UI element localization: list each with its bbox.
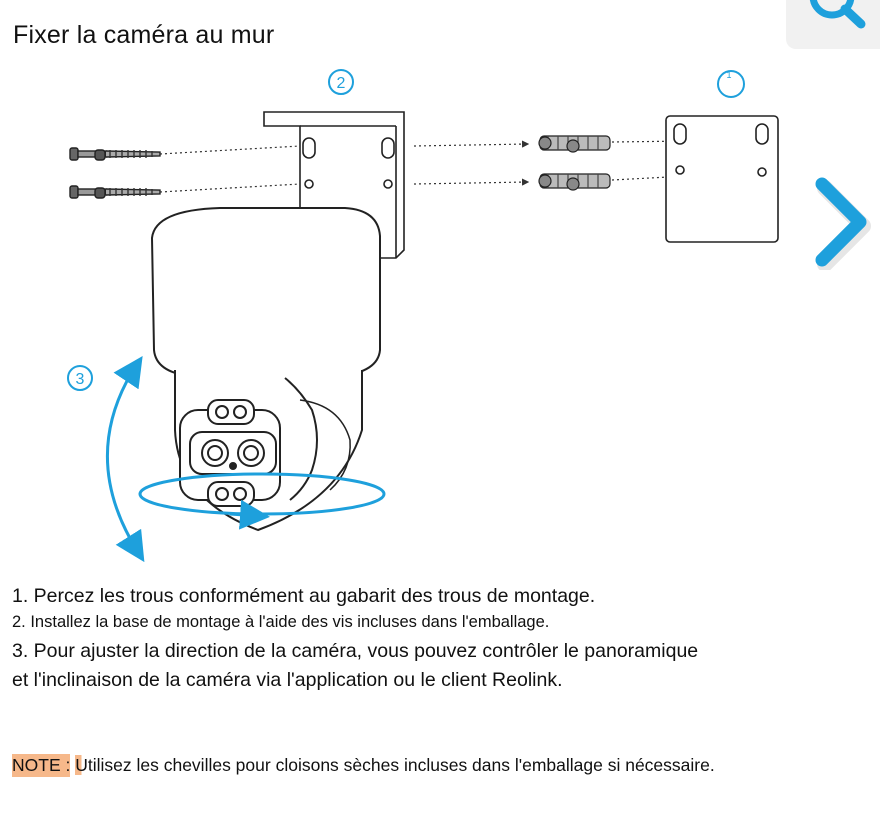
ptz-camera	[152, 208, 380, 530]
search-button[interactable]	[786, 0, 880, 49]
note-label: NOTE :	[12, 755, 71, 775]
svg-text:1: 1	[726, 70, 732, 80]
note-first-letter: U	[75, 755, 88, 775]
screw-top	[70, 148, 160, 160]
drill-template	[666, 116, 778, 242]
anchor-bottom	[539, 174, 610, 190]
callout-3	[68, 366, 92, 390]
callout-1	[718, 70, 744, 97]
screw-bottom	[70, 186, 160, 198]
step-1: 1. Percez les trous conformément au gabarit des trous de montage.	[12, 585, 596, 607]
screws	[70, 148, 160, 198]
next-slide-button[interactable]	[800, 170, 880, 270]
note-text: tilisez les chevilles pour cloisons sèches incluses dans l'emballage si nécessaire.	[87, 755, 715, 775]
instruction-steps	[12, 583, 712, 695]
step-3: 3. Pour ajuster la direction de la caméra, vous pouvez contrôler le panoramique et l'inclinaison de la caméra via l'application ou le client Reolink.	[12, 640, 699, 691]
note	[12, 750, 732, 780]
svg-text:2: 2	[336, 75, 346, 92]
callout-2	[329, 70, 353, 94]
step-2: 2. Installez la base de montage à l'aide des vis incluses dans l'emballage.	[12, 613, 550, 631]
search-icon	[786, 0, 880, 49]
page-title: Fixer la caméra au mur	[13, 20, 275, 49]
wall-anchors	[539, 136, 610, 190]
anchor-top	[539, 136, 610, 152]
chevron-right-icon	[800, 170, 880, 270]
mounting-diagram	[0, 60, 790, 570]
svg-text:3: 3	[75, 371, 85, 388]
